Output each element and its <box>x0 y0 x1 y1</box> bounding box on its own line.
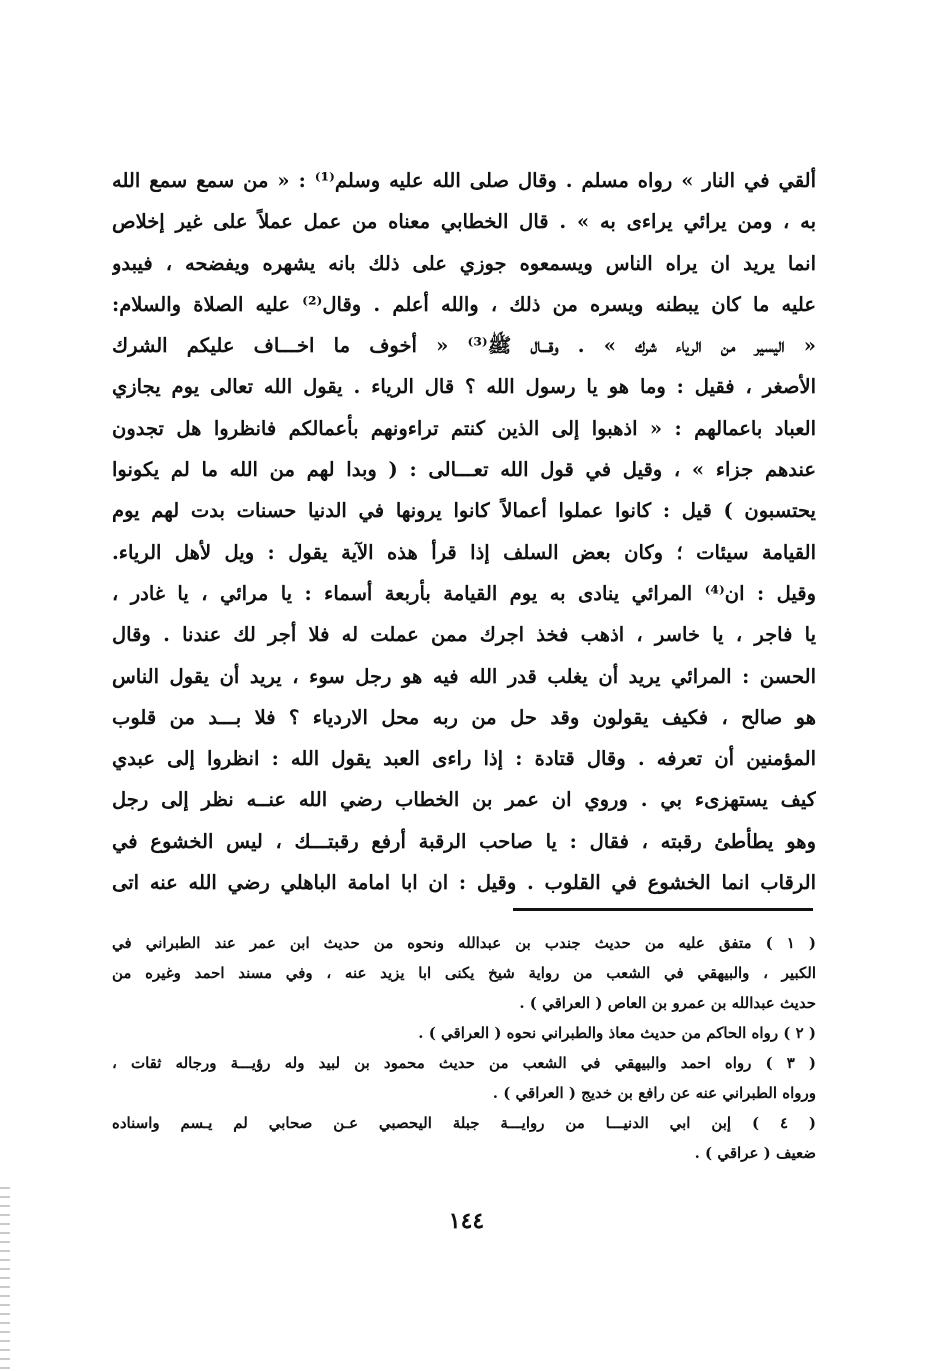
text-line: القيامة سيئات ؛ وكان بعض السلف إذا قرأ هذه الآية يقول : ويل لأهل الرياء. <box>112 540 816 564</box>
footnotes-block <box>112 928 816 1168</box>
scan-edge-artifact <box>0 1180 10 1371</box>
footnote-line: ( ٣ ) رواه احمد والبيهقي في الشعب من حديث محمود بن لبيد وله رؤيـــة ورجاله ثقات ، <box>112 1054 816 1072</box>
text-line: انما يريد ان يراه الناس ويسمعوه جوزي على ذلك بانه يشهره ويفضحه ، فيبدو <box>112 251 816 275</box>
footnote-line: ( ٢ ) رواه الحاكم من حديث معاذ والطبراني نحوه ( العراقي ) . <box>418 1024 816 1042</box>
footnote-separator <box>513 908 813 911</box>
footnote-line: ضعيف ( عراقي ) . <box>694 1144 816 1162</box>
text-line: المؤمنين أن تعرفه . وقال قتادة : إذا راءى العبد يقول الله : انظروا إلى عبدي <box>112 747 816 771</box>
text-line: كيف يستهزىء بي . وروي ان عمر بن الخطاب رضي الله عنــه نظر إلى رجل <box>112 788 816 812</box>
text-line: يحتسبون ) قيل : كانوا عملوا أعمالاً كانوا يرونها في الدنيا حسنات بدت لهم يوم <box>112 499 816 523</box>
main-text-block <box>112 160 816 903</box>
footnote-line: ورواه الطبراني عنه عن رافع بن خديج ( العراقي ) . <box>492 1084 816 1102</box>
text-line: « اليسير من الرياء شرك » . وقـــال ﷺ⁽³⁾ « أخوف ما اخـــاف عليكم الشرك <box>112 334 816 358</box>
text-line: يا فاجر ، يا خاسر ، اذهب فخذ اجرك ممن عملت له فلا أجر لك عندنا . وقال <box>112 623 816 647</box>
footnote-line: ( ٤ ) إبن ابي الدنيـــا من روايـــة جبلة اليحصبي عـن صحابي لم يـسم واسناده <box>112 1114 816 1132</box>
text-line: ألقي في النار » رواه مسلم . وقال صلى الله عليه وسلم⁽¹⁾ : « من سمع سمع الله <box>112 169 816 192</box>
text-line: الأصغر ، فقيل : وما هو يا رسول الله ؟ قال الرياء . يقول الله تعالى يوم يجازي <box>112 375 816 399</box>
text-line: وهو يطأطئ رقبته ، فقال : يا صاحب الرقبة أرفع رقبتـــك ، ليس الخشوع في <box>112 829 816 853</box>
footnote-line: ( ١ ) متفق عليه من حديث جندب بن عبدالله ونحوه من حديث ابن عمر عند الطبراني في <box>112 934 816 952</box>
text-line: الحسن : المرائي يريد أن يغلب قدر الله فيه هو رجل سوء ، يريد أن يقول الناس <box>112 664 816 688</box>
page-number: ١٤٤ <box>448 1208 485 1234</box>
text-line: به ، ومن يرائي يراءى به » . قال الخطابي معناه من عمل عملاً على غير إخلاص <box>112 210 816 234</box>
text-line: عليه ما كان يبطنه ويسره من ذلك ، والله أعلم . وقال⁽²⁾ عليه الصلاة والسلام: <box>112 292 816 316</box>
text-line: الرقاب انما الخشوع في القلوب . وقيل : ان ابا امامة الباهلي رضي الله عنه اتى <box>112 871 816 895</box>
footnote-line: حديث عبدالله بن عمرو بن العاص ( العراقي ) . <box>519 994 816 1012</box>
text-line: العباد باعمالهم : « اذهبوا إلى الذين كنتم تراءونهم بأعمالكم فانظروا هل تجدون <box>112 416 816 440</box>
footnote-line: الكبير ، والبيهقي في الشعب من رواية شيخ يكنى ابا يزيد عنه ، وفي مسند احمد وغيره من <box>112 964 816 982</box>
text-line: عندهم جزاء » ، وقيل في قول الله تعـــالى : ( وبدا لهم من الله ما لم يكونوا <box>112 458 816 482</box>
text-line: وقيل : ان⁽⁴⁾ المرائي ينادى به يوم القيامة بأربعة أسماء : يا مرائي ، يا غادر ، <box>112 581 816 605</box>
text-line: هو صالح ، فكيف يقولون وقد حل من ربه محل الارديا‏ء ؟ فلا بـــد من قلوب <box>112 705 816 729</box>
